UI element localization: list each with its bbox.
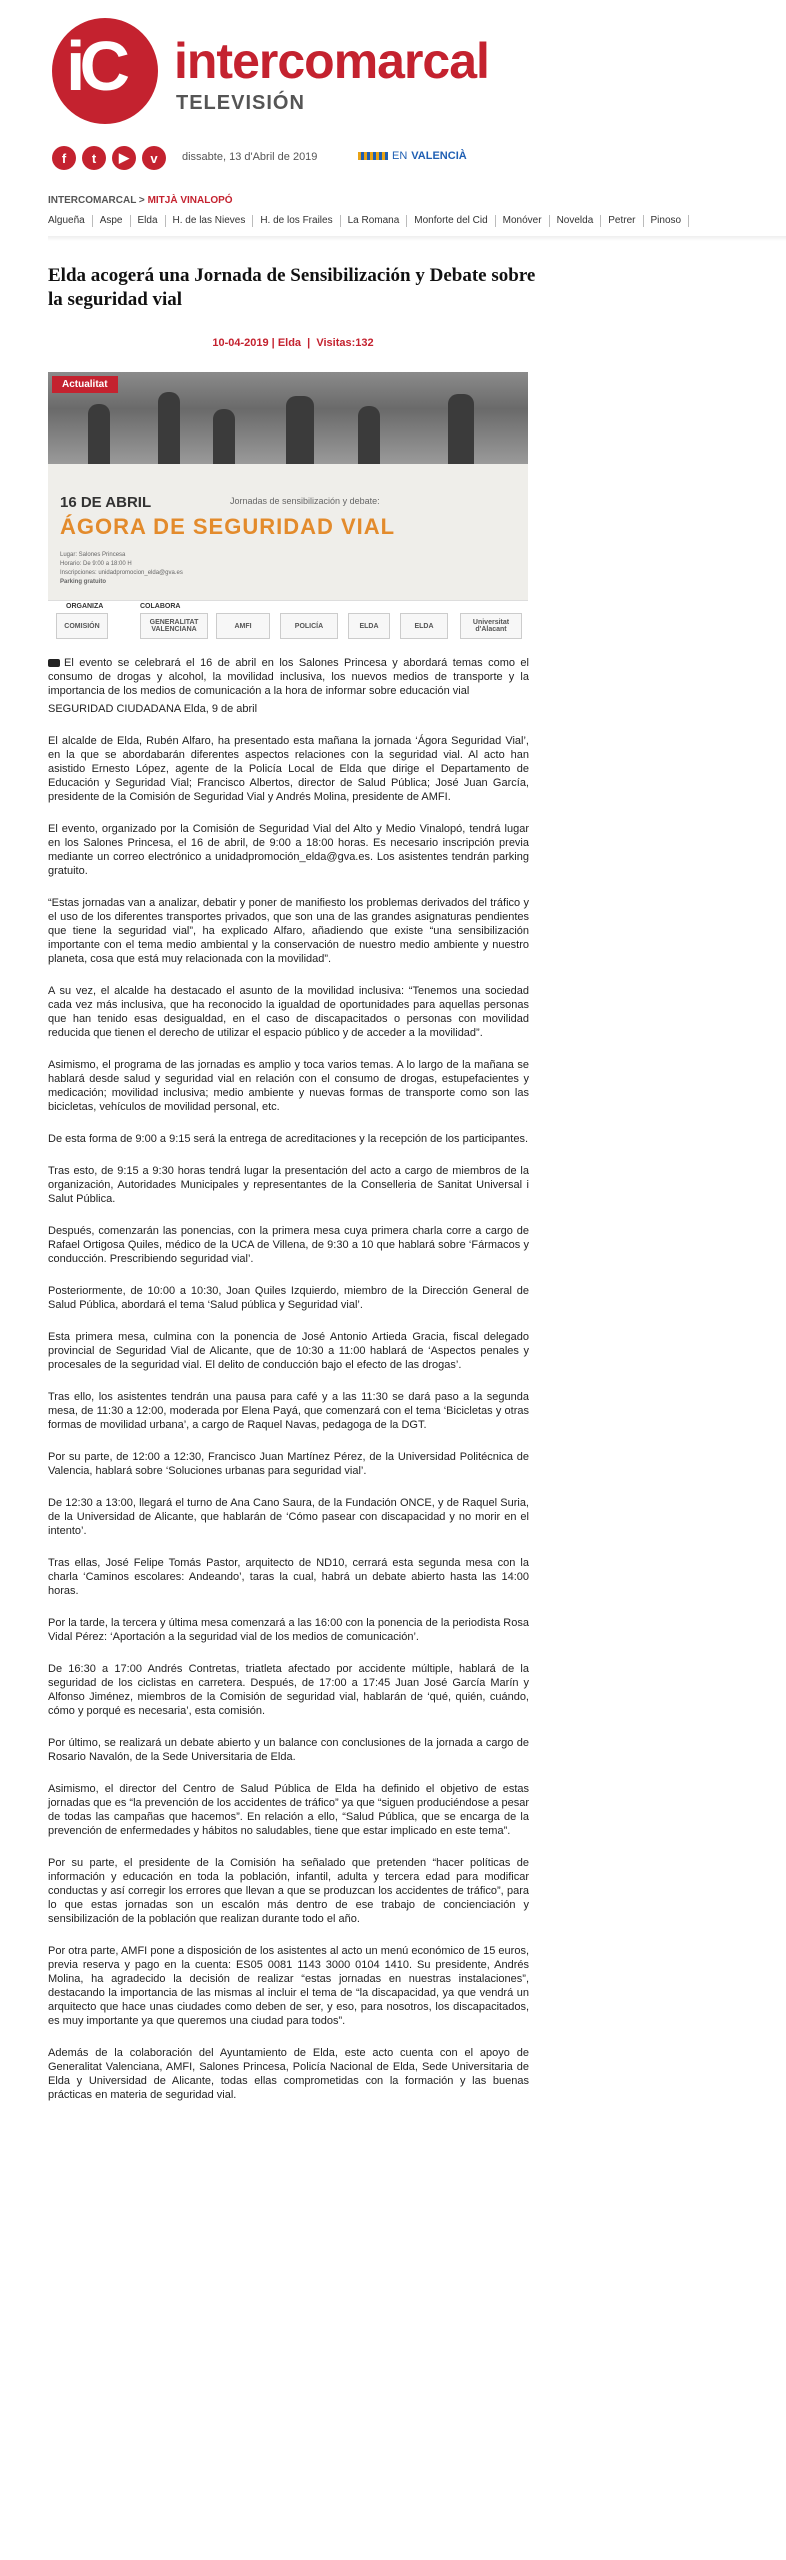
article-paragraph: Por último, se realizará un debate abierto y un balance con conclusiones de la jornada a cargo de Rosario Navalón, de la Sede Universitaria de Elda. [48, 1737, 529, 1763]
article-title: Elda acogerá una Jornada de Sensibilización y Debate sobre la seguridad vial [48, 265, 536, 310]
town-link[interactable]: Aspe [93, 215, 131, 227]
banner-line: Horario: De 9:00 a 18:00 H [60, 561, 132, 567]
town-link[interactable]: La Romana [341, 215, 408, 227]
visits-count: 132 [355, 337, 374, 349]
town-link[interactable]: Novelda [550, 215, 602, 227]
town-link[interactable]: Petrer [601, 215, 643, 227]
sponsor-logo: AMFI [216, 613, 270, 639]
article-lead-text: El evento se celebrará el 16 de abril en los Salones Princesa y abordará temas como el consumo de drogas y alcohol, la movilidad inclusiva, los nuevos medios de transporte y la importancia de los medios de comunicación a la hora de informar sobre educación vial [48, 657, 529, 697]
logo-mark: iC [52, 18, 158, 124]
article-paragraph: Por su parte, de 12:00 a 12:30, Francisco Juan Martínez Pérez, de la Universidad Politécnica de Valencia, hablará sobre ‘Soluciones urbanas para seguridad vial’. [48, 1451, 529, 1477]
article-paragraph: A su vez, el alcalde ha destacado el asunto de la movilidad inclusiva: “Tenemos una sociedad cada vez más inclusiva, que ha reconocido la igualdad de oportunidades para aquellas personas que han tenido esas desigualdad, en el caso de discapacitados o personas con movilidad reducida que tienen el derecho de utilizar el espacio público y de acceder a la movilidad”. [48, 985, 529, 1039]
article-paragraph: Por su parte, el presidente de la Comisión ha señalado que pretenden “hacer políticas de información y educación en toda la población, infantil, adulta y tercera edad para modificar conductas y así corregir los errores que llevan a que se produzcan los accidentes de tráfico”, para lo que estas jornadas son un escalón más dentro de ese trabajo de concienciación y sensibilización de la población que realizan durante todo el año. [48, 1857, 529, 1925]
article-paragraph: Tras esto, de 9:15 a 9:30 horas tendrá lugar la presentación del acto a cargo de miembros de la organización, Autoridades Municipales y representantes de la Conselleria de Sanitat Universal i Salut Pública. [48, 1165, 529, 1205]
youtube-icon[interactable]: ▶ [112, 146, 136, 170]
colabora-label: COLABORA [140, 603, 181, 610]
language-en[interactable]: EN [392, 150, 408, 162]
banner-line: Inscripciones: unidadpromocion_elda@gva.es [60, 570, 183, 576]
article-lead [48, 656, 529, 698]
article-paragraph: De 16:30 a 17:00 Andrés Contretas, triatleta afectado por accidente múltiple, hablará de la seguridad de los ciclistas en carretera. Después, de 17:00 a 17:45 Juan José García Marín y Alfonso Jiménez, miembros de la Comisión de seguridad vial, hablarán de ‘qué, quién, cuándo, cómo y porqué es necesaria’, esta comisión. [48, 1663, 529, 1717]
organiza-label: ORGANIZA [66, 603, 104, 610]
breadcrumb-current[interactable]: MITJÀ VINALOPÓ [147, 195, 233, 206]
language-switch[interactable] [358, 150, 467, 162]
breadcrumb-separator: > [136, 195, 148, 206]
site-logo[interactable] [52, 14, 532, 124]
article-paragraph: El evento, organizado por la Comisión de Seguridad Vial del Alto y Medio Vinalopó, tendrá lugar en los Salones Princesa, el 16 de abril, de 9:00 a 18:00 horas. Es necesario inscripción previa mediante un correo electrónico a unidadpromoción_elda@gva.es. Los asistentes tendrán parking gratuito. [48, 823, 529, 877]
article-town[interactable]: Elda [277, 337, 302, 349]
town-link[interactable]: Monforte del Cid [407, 215, 495, 227]
article-paragraph: Asimismo, el programa de las jornadas es amplio y toca varios temas. A lo largo de la mañana se hablará desde salud y seguridad vial en relación con el consumo de drogas, estupefacientes y medicación; movilidad inclusiva; medio ambiente y nuevas formas de transporte como son las bicicletas, vehículos de movilidad personal, etc. [48, 1059, 529, 1113]
banner-line: Parking gratuito [60, 579, 107, 585]
person-shape [286, 396, 314, 464]
logo-subtitle: TELEVISIÓN [176, 92, 305, 114]
article-paragraph: Posteriormente, de 10:00 a 10:30, Joan Quiles Izquierdo, miembro de la Dirección General de Salud Pública, abordará el tema ‘Salud pública y Seguridad vial’. [48, 1285, 529, 1311]
banner-line: Lugar: Salones Princesa [60, 552, 126, 558]
sponsor-logo: ELDA [348, 613, 390, 639]
article-meta: 10-04-2019 | Elda | Visitas:132 [212, 337, 374, 349]
twitter-icon[interactable]: t [82, 146, 106, 170]
sponsor-logo: ELDA [400, 613, 448, 639]
article-image [48, 372, 528, 642]
person-shape [358, 406, 380, 464]
breadcrumb-root[interactable]: INTERCOMARCAL [48, 195, 137, 206]
facebook-icon[interactable]: f [52, 146, 76, 170]
article-paragraph: Tras ello, los asistentes tendrán una pausa para café y a las 11:30 se dará paso a la segunda mesa, de 11:30 a 12:00, moderada por Elena Payá, que comenzará con el tema ‘Bicicletas y otras formas de movilidad urbana’, a cargo de Raquel Navas, pedagoga de la DGT. [48, 1391, 529, 1431]
sponsor-logo: COMISIÓN [56, 613, 108, 639]
article-paragraph: Por otra parte, AMFI pone a disposición de los asistentes al acto un menú económico de 15 euros, previa reserva y pago en la cuenta: ES05 0081 1143 3000 0104 1410. Su presidente, Andrés Molina, ha agradecido la decisión de realizar “estas jornadas en nuestras instalaciones”, destacando la importancia de las mismas al incluir el tema de “la discapacidad, ya que vendrá un arquitecto que hace unas ciudades como deben de ser, y eso, para nosotros, los discapacitados, es muy importante ya que queremos una ciudad para todos”. [48, 1945, 529, 2027]
article-paragraph: Por la tarde, la tercera y última mesa comenzará a las 16:00 con la ponencia de la periodista Rosa Vidal Pérez: ‘Aportación a la seguridad vial de los medios de comunicación’. [48, 1617, 529, 1643]
article-paragraph: Además de la colaboración del Ayuntamiento de Elda, este acto cuenta con el apoyo de Generalitat Valenciana, AMFI, Salones Princesa, Policía Nacional de Elda, Sede Universitaria de Elda y Universidad de Alicante, todas ellas comprometidas con la formación y las buenas prácticas en materia de seguridad vial. [48, 2047, 529, 2101]
town-link[interactable]: Monóver [496, 215, 550, 227]
banner-kicker: Jornadas de sensibilización y debate: [230, 496, 380, 506]
sponsor-strip [48, 600, 528, 642]
town-link[interactable]: H. de los Frailes [253, 215, 340, 227]
sponsor-logo: Universitat d'Alacant [460, 613, 522, 639]
town-link[interactable]: H. de las Nieves [166, 215, 254, 227]
valencian-flag-icon [358, 152, 388, 160]
banner-headline: ÁGORA DE SEGURIDAD VIAL [60, 514, 396, 539]
person-shape [88, 404, 110, 464]
language-valencia[interactable]: VALENCIÀ [411, 150, 467, 162]
article-paragraph: De 12:30 a 13:00, llegará el turno de Ana Cano Saura, de la Fundación ONCE, y de Raquel Suria, de la Universidad de Alicante, que hablarán de ‘Cómo pasear con discapacidad y no morir en el intento’. [48, 1497, 529, 1537]
breadcrumb [48, 195, 233, 206]
article-paragraph: El alcalde de Elda, Rubén Alfaro, ha presentado esta mañana la jornada ‘Ágora Seguridad Vial’, en la que se abordabarán diferentes aspectos relaciones con la seguridad vial. Al acto han asistido Ernesto López, agente de la Policía Local de Elda que dirige el Departamento de Educación y Seguridad Vial; Francisco Albertos, director de Salud Pública; José Juan García, presidente de la Comisión de Seguridad Vial y Andrés Molina, presidente de AMFI. [48, 735, 529, 803]
town-link[interactable]: Elda [131, 215, 166, 227]
banner-date: 16 DE ABRIL [60, 494, 152, 511]
person-shape [213, 409, 235, 464]
article-paragraph: “Estas jornadas van a analizar, debatir y poner de manifiesto los problemas derivados del tráfico y el uso de los diferentes transportes privados, que son una de las grandes asignaturas pendientes que tiene la seguridad vial”, ha explicado Alfaro, añadiendo que existe “una sensibilización importante con el tema medio ambiental y la conservación de nuestro medio ambiente y nuestro planeta, cosa que está muy relacionada con la movilidad”. [48, 897, 529, 965]
article-paragraph: Tras ellas, José Felipe Tomás Pastor, arquitecto de ND10, cerrará esta segunda mesa con la charla ‘Caminos escolares: Andeando’, taras la cual, habrá un debate abierto hasta las 14:00 horas. [48, 1557, 529, 1597]
sponsor-logo: GENERALITAT VALENCIANA [140, 613, 208, 639]
visits-label: Visitas: [316, 337, 356, 349]
town-link[interactable]: Algueña [48, 215, 93, 227]
article-paragraph: Después, comenzarán las ponencias, con la primera mesa cuya primera charla corre a cargo de Rafael Ortigosa Quiles, médico de la UCA de Villena, de 9:30 a 10 que hablará sobre ‘Fármacos y conducción. Prescribiendo seguridad vial’. [48, 1225, 529, 1265]
person-shape [158, 392, 180, 464]
article-paragraph: Esta primera mesa, culmina con la ponencia de José Antonio Artieda Gracia, fiscal delegado provincial de Seguridad Vial de Alicante, que de 10:30 a 11:00 hablará de ‘Aspectos penales y procesales de la seguridad vial. El delito de conducción bajo el efecto de las drogas’. [48, 1331, 529, 1371]
current-date: dissabte, 13 d'Abril de 2019 [182, 151, 318, 163]
article-date: 10-04-2019 [212, 337, 269, 349]
article-paragraph: SEGURIDAD CIUDADANA Elda, 9 de abril [48, 703, 258, 715]
article-body [48, 656, 529, 2120]
camera-icon [48, 659, 60, 667]
banner-photo [48, 372, 528, 464]
vimeo-icon[interactable]: v [142, 146, 166, 170]
logo-name: intercomarcal [174, 33, 489, 89]
divider [48, 236, 786, 241]
article-paragraph: De esta forma de 9:00 a 9:15 será la entrega de acreditaciones y la recepción de los participantes. [48, 1133, 529, 1145]
towns-nav [48, 215, 689, 227]
article-paragraph: Asimismo, el director del Centro de Salud Pública de Elda ha definido el objetivo de estas jornadas que es “la prevención de los accidentes de tráfico” ya que “siguen produciéndose a pesar de todas las campañas que hacemos”. En relación a ello, “Salud Pública, que se encarga de la prevención de enfermedades y hábitos no saludables, tiene que estar implicado en este tema”. [48, 1783, 529, 1837]
town-link[interactable]: Pinoso [644, 215, 690, 227]
category-badge: Actualitat [52, 376, 118, 393]
sponsor-logo: POLICÍA [280, 613, 338, 639]
person-shape [448, 394, 474, 464]
